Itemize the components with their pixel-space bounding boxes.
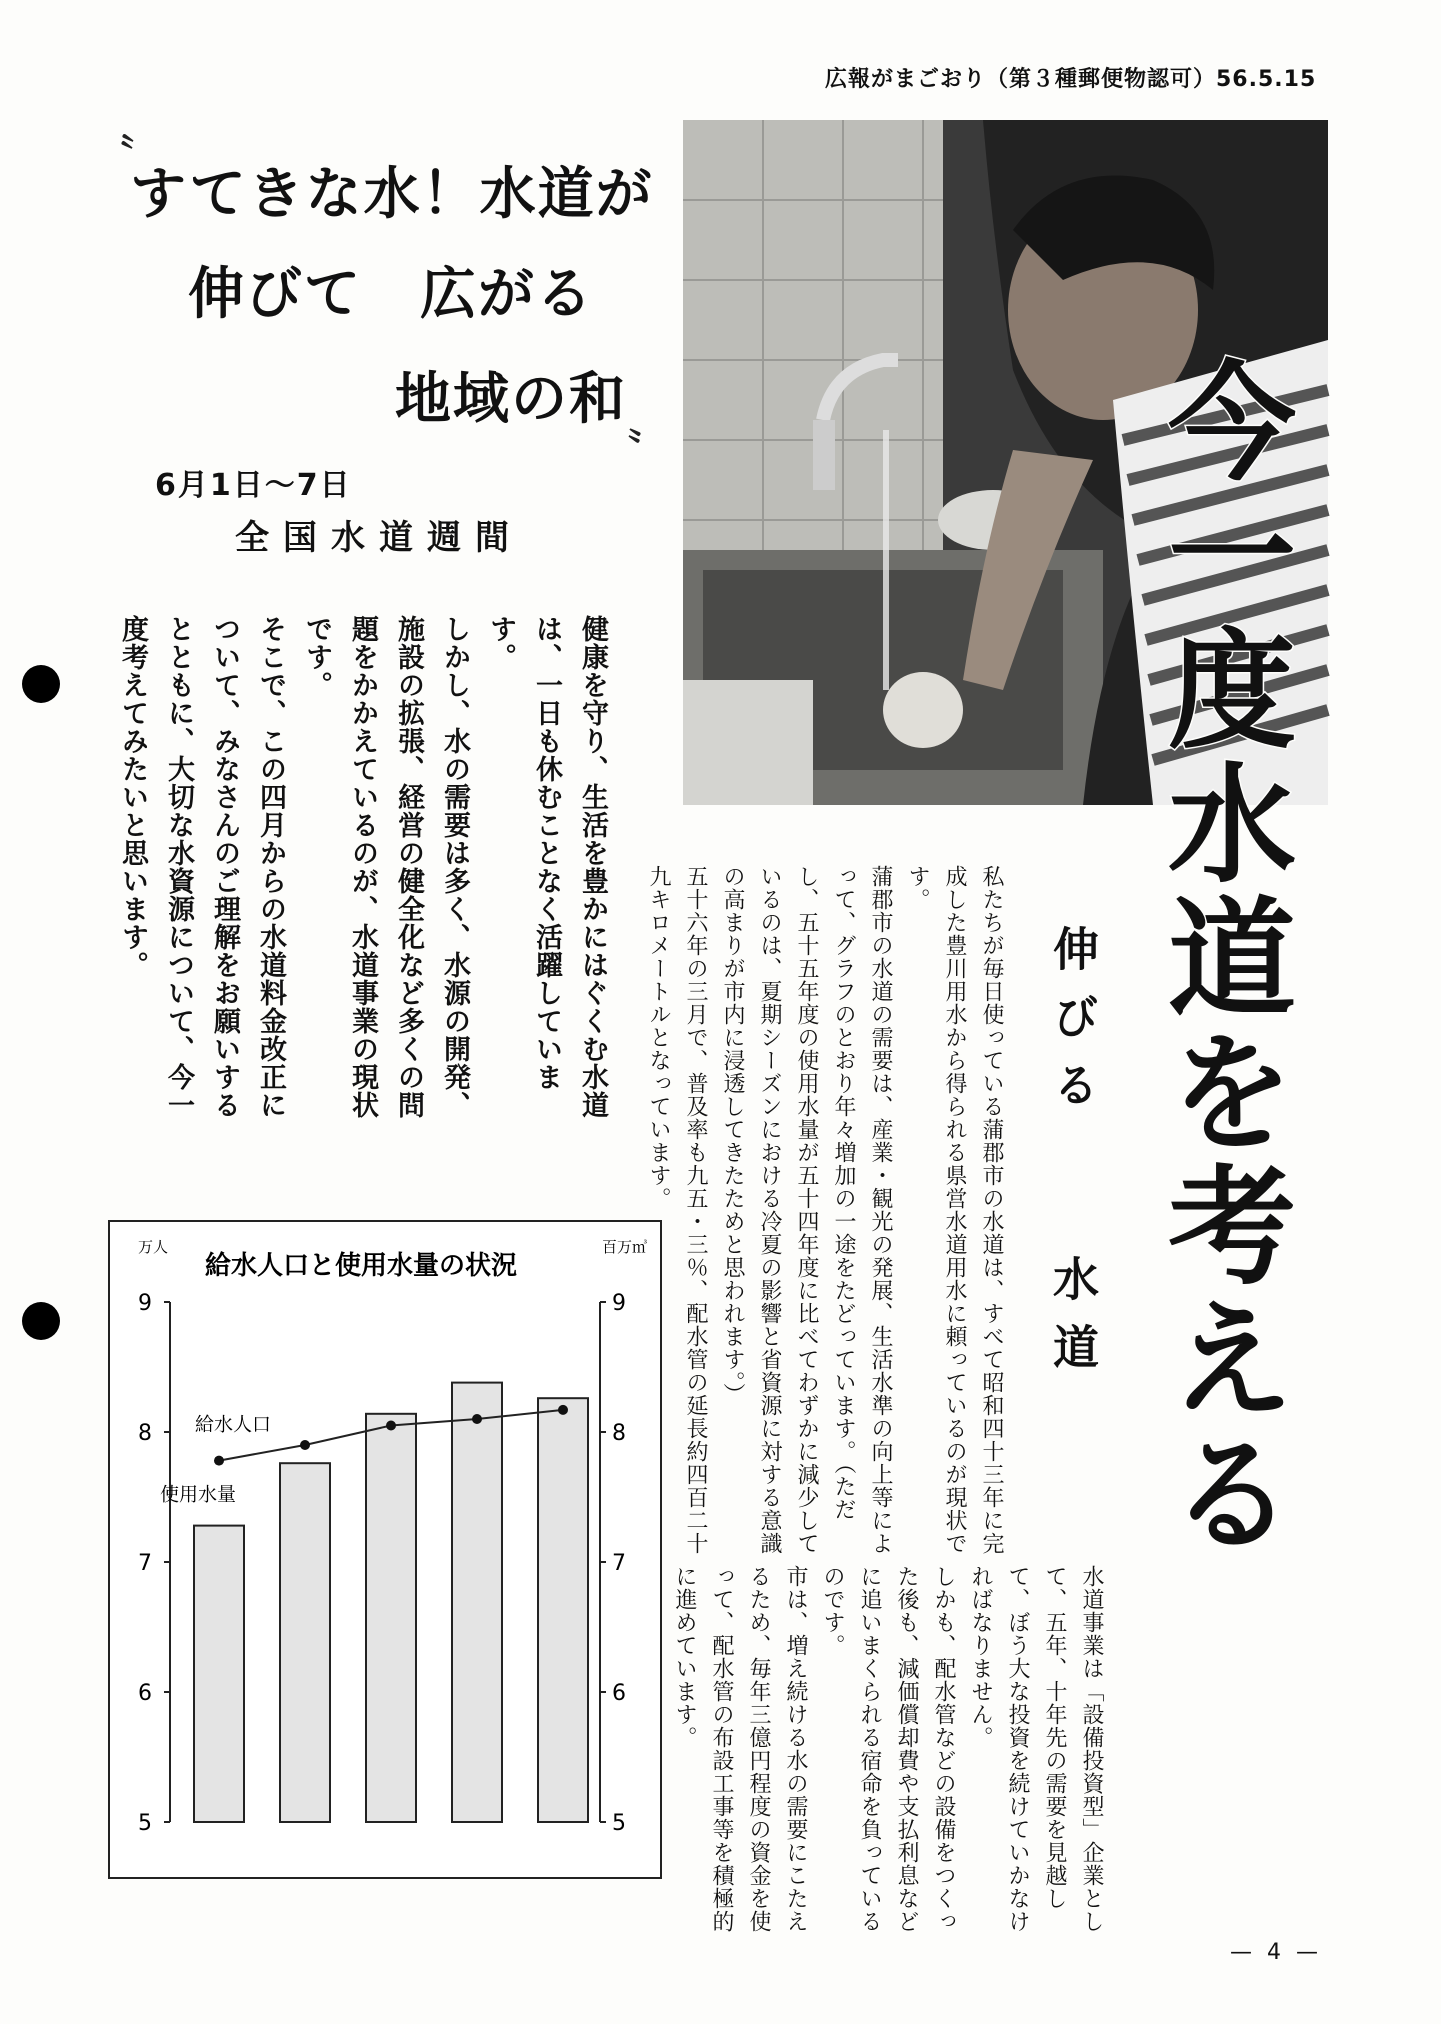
water-chart: [110, 1222, 660, 1877]
headline-line3: 地域の和: [395, 367, 627, 432]
headline-line2: 伸びて 広がる: [188, 262, 594, 327]
punch-hole-bottom: [22, 1302, 60, 1340]
left-axis-unit: 万人: [138, 1238, 169, 1256]
article-paragraph: 私たちが毎日使っている蒲郡市の水道は、すべて昭和四十三年に完成した豊川用水から得られる県営水道用水に頼っているのが現状です。: [905, 865, 1004, 1555]
point-population: [214, 1456, 224, 1466]
right-tick-label: 6: [612, 1681, 626, 1706]
headline-line1: すてきな水！水道が: [130, 162, 654, 227]
left-tick-label: 7: [138, 1551, 152, 1576]
open-quote: 〝: [100, 133, 134, 173]
chart-title: 給水人口と使用水量の状況: [205, 1251, 518, 1281]
article-paragraph: しかも、配水管などの設備をつくった後も、減価償却費や支払利息などに追いまくられる宿命を負っているのです。: [820, 1565, 956, 1933]
feature-title: 今一度水道を考える: [1146, 355, 1295, 1561]
left-tick-label: 8: [138, 1421, 152, 1446]
chart-frame: [108, 1220, 662, 1879]
page-number: — 4 —: [1230, 1940, 1322, 1965]
intro-paragraph: そこで、この四月からの水道料金改正について、みなさんのご理解をお願いするとともに、大切な水資源について、今一度考えてみたいと思います。: [117, 615, 286, 1119]
left-tick-label: 9: [138, 1291, 152, 1316]
point-population: [472, 1414, 482, 1424]
point-population: [558, 1405, 568, 1415]
bar-water-usage: [538, 1398, 588, 1822]
article-paragraph: 五十六年の三月で、普及率も九五・三％、配水管の延長約四百二十九キロメートルとなっています。: [646, 865, 708, 1555]
newsletter-header: 広報がまごおり（第３種郵便物認可）56.5.15: [825, 67, 1317, 92]
subtitle-part1: 伸びる: [1046, 925, 1100, 1129]
intro-text: [117, 615, 615, 1135]
subtitle-part2: 水道: [1046, 1255, 1100, 1391]
bar-water-usage: [452, 1383, 502, 1822]
right-axis-unit: 百万㎥: [602, 1238, 648, 1256]
intro-paragraph: しかし、水の需要は多く、水源の開発、施設の拡張、経営の健全化など多くの問題をかかえているのが、水道事業の現状です。: [301, 615, 470, 1119]
series-label-population: 給水人口: [195, 1413, 272, 1436]
right-tick-label: 8: [612, 1421, 626, 1446]
point-population: [300, 1440, 310, 1450]
article-paragraph: 蒲郡市の水道の需要は、産業・観光の発展、生活水準の向上等によって、グラフのとおり年々増加の一途をたどっています。（ただし、五十五年度の使用水量が五十四年度に比べてわずかに減少しているのは、夏期シーズンにおける冷夏の影響と省資源に対する意識の高まりが市内に浸透してきたためと思われます。）: [720, 865, 893, 1555]
article-upper: [646, 865, 1010, 1555]
article-paragraph: 市は、増え続ける水の需要にこたえるため、毎年三億円程度の資金を使って、配水管の布設工事等を積極的に進めています。: [672, 1565, 808, 1933]
punch-hole-top: [22, 665, 60, 703]
bar-water-usage: [280, 1463, 330, 1822]
left-tick-label: 6: [138, 1681, 152, 1706]
right-tick-label: 7: [612, 1551, 626, 1576]
left-tick-label: 5: [138, 1811, 152, 1836]
point-population: [386, 1421, 396, 1431]
close-quote: 〟: [628, 408, 662, 448]
article-lower: [672, 1565, 1110, 1940]
series-label-water-usage: 使用水量: [160, 1483, 237, 1506]
intro-paragraph: 健康を守り、生活を豊かにはぐくむ水道は、一日も休むことなく活躍しています。: [485, 615, 608, 1119]
right-tick-label: 9: [612, 1291, 626, 1316]
event-dates: 6月1日～7日: [155, 468, 352, 503]
bar-water-usage: [194, 1526, 244, 1822]
right-tick-label: 5: [612, 1811, 626, 1836]
event-name: 全国水道週間: [235, 518, 523, 558]
bar-water-usage: [366, 1414, 416, 1822]
article-paragraph: 水道事業は「設備投資型」企業として、五年、十年先の需要を見越して、ぼう大な投資を続けていかなければなりません。: [968, 1565, 1104, 1933]
